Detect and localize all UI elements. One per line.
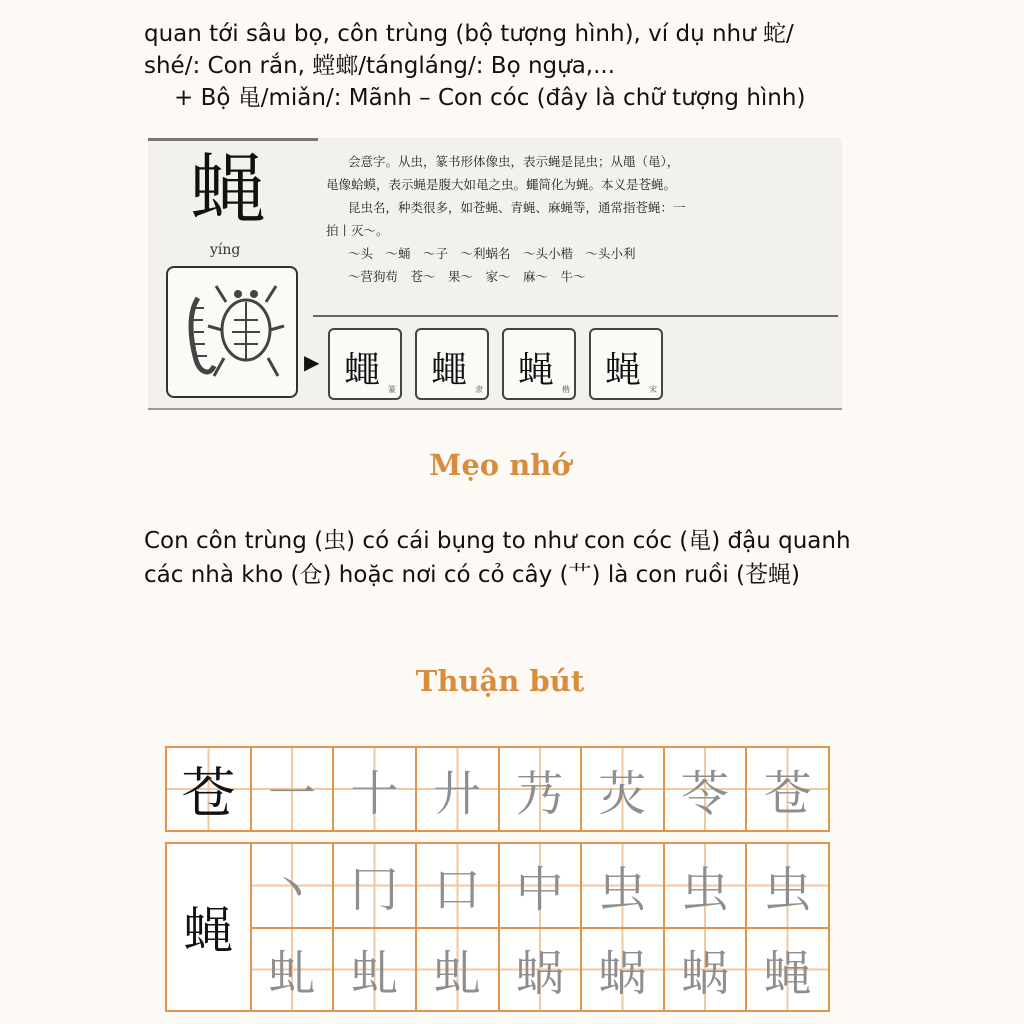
tip-line-1: Con côn trùng (虫) có cái bụng to như con cóc (黾) đậu quanh	[144, 528, 851, 554]
tip-heading: Mẹo nhớ	[429, 448, 571, 482]
definition-line: 拍丨灭～。	[326, 223, 389, 238]
grid-cell-character	[167, 844, 250, 1010]
script-box	[328, 328, 402, 400]
stroke-char-ying: 蝇	[183, 902, 234, 960]
grid-cell	[415, 844, 498, 927]
grid-cell	[332, 844, 415, 927]
oracle-glyph-icon	[168, 268, 296, 396]
grid-cell	[498, 844, 581, 927]
definition-line: 昆虫名，种类很多，如苍蝇、青蝇、麻蝇等，通常指苍蝇：一	[348, 200, 686, 215]
definition-line: ～营狗苟 苍～ 果～ 家～ 麻～ 牛～	[348, 269, 586, 284]
stroke-step: 十	[350, 765, 399, 822]
grid-cell	[415, 927, 498, 1010]
script-glyph: 蠅	[344, 350, 381, 391]
divider	[148, 138, 318, 141]
stroke-step: 虬	[350, 946, 399, 1002]
tip-text	[144, 524, 994, 592]
stroke-step: 虫	[763, 862, 812, 918]
script-label: 宋	[649, 385, 657, 394]
stroke-char-cang: 苍	[181, 761, 236, 825]
intro-text	[144, 18, 984, 114]
stroke-step: 虬	[433, 946, 482, 1002]
divider	[148, 408, 842, 410]
stroke-step: 口	[433, 862, 482, 918]
entry-pinyin: yíng	[210, 242, 241, 258]
stroke-grid-cang	[165, 746, 830, 832]
stroke-step: 苍	[763, 765, 812, 822]
grid-cell	[332, 927, 415, 1010]
grid-cell	[580, 927, 663, 1010]
definition-line: 会意字。从虫，篆书形体像虫，表示蝇是昆虫；从黽（黾），	[348, 154, 680, 169]
grid-cell	[250, 748, 333, 830]
stroke-step: 蝇	[763, 946, 812, 1002]
definition	[326, 150, 830, 288]
intro-line-2: shé/: Con rắn, 螳螂/tángláng/: Bọ ngựa,...	[144, 53, 616, 79]
grid-cell	[498, 927, 581, 1010]
dictionary-entry	[148, 138, 842, 410]
script-label: 楷	[562, 385, 570, 394]
stroke-step: 冂	[350, 862, 399, 918]
stroke-step: 蜗	[681, 946, 730, 1002]
grid-cell	[663, 844, 746, 927]
grid-cell	[745, 927, 828, 1010]
script-glyph: 蠅	[431, 350, 468, 391]
stroke-step: 蜗	[598, 946, 647, 1002]
stroke-step: 艿	[515, 765, 564, 822]
definition-line: 黾像蛤蟆，表示蝇是腹大如黾之虫。蠅简化为蝇。本义是苍蝇。	[326, 177, 677, 192]
stroke-step: 蜗	[515, 946, 564, 1002]
stroke-step: 一	[267, 765, 316, 822]
grid-cell	[663, 748, 746, 830]
script-evolution	[328, 328, 663, 400]
script-box	[589, 328, 663, 400]
grid-cell	[663, 927, 746, 1010]
script-label: 篆	[388, 385, 396, 394]
entry-character: 蝇	[190, 145, 266, 234]
stroke-step: 廾	[433, 765, 482, 822]
stroke-step: 虫	[681, 862, 730, 918]
stroke-step: 虬	[267, 946, 316, 1002]
script-label: 隶	[475, 385, 483, 394]
intro-line-1: quan tới sâu bọ, côn trùng (bộ tượng hình), ví dụ như 蛇/	[144, 21, 794, 47]
stroke-step: 苓	[681, 765, 730, 822]
grid-cell	[250, 844, 333, 927]
grid-cell	[580, 748, 663, 830]
stroke-step: 苂	[598, 765, 647, 822]
tip-line-2: các nhà kho (仓) hoặc nơi có cỏ cây (艹) là con ruồi (苍蝇)	[144, 562, 800, 588]
grid-cell	[745, 844, 828, 927]
stroke-grid-ying	[165, 842, 830, 1012]
script-box	[502, 328, 576, 400]
arrow-right-icon: ▶	[304, 350, 320, 374]
divider	[313, 315, 838, 317]
stroke-step: 丶	[267, 862, 316, 918]
stroke-step: 中	[515, 862, 564, 918]
script-box	[415, 328, 489, 400]
grid-cell	[415, 748, 498, 830]
grid-cell	[332, 748, 415, 830]
intro-line-3: + Bộ 黾/miǎn/: Mãnh – Con cóc (đây là chữ tượng hình)	[174, 85, 806, 111]
ancient-glyph-image	[166, 266, 298, 398]
grid-cell	[250, 927, 333, 1010]
stroke-step: 虫	[598, 862, 647, 918]
script-glyph: 蝇	[605, 350, 642, 391]
stroke-order-heading: Thuận bút	[415, 664, 585, 698]
grid-cell	[580, 844, 663, 927]
definition-line: ～头 ～蛹 ～子 ～利蜗名 ～头小楷 ～头小利	[348, 246, 636, 261]
grid-cell-character	[167, 748, 250, 830]
grid-cell	[498, 748, 581, 830]
grid-cell	[745, 748, 828, 830]
script-glyph: 蝇	[518, 350, 555, 391]
